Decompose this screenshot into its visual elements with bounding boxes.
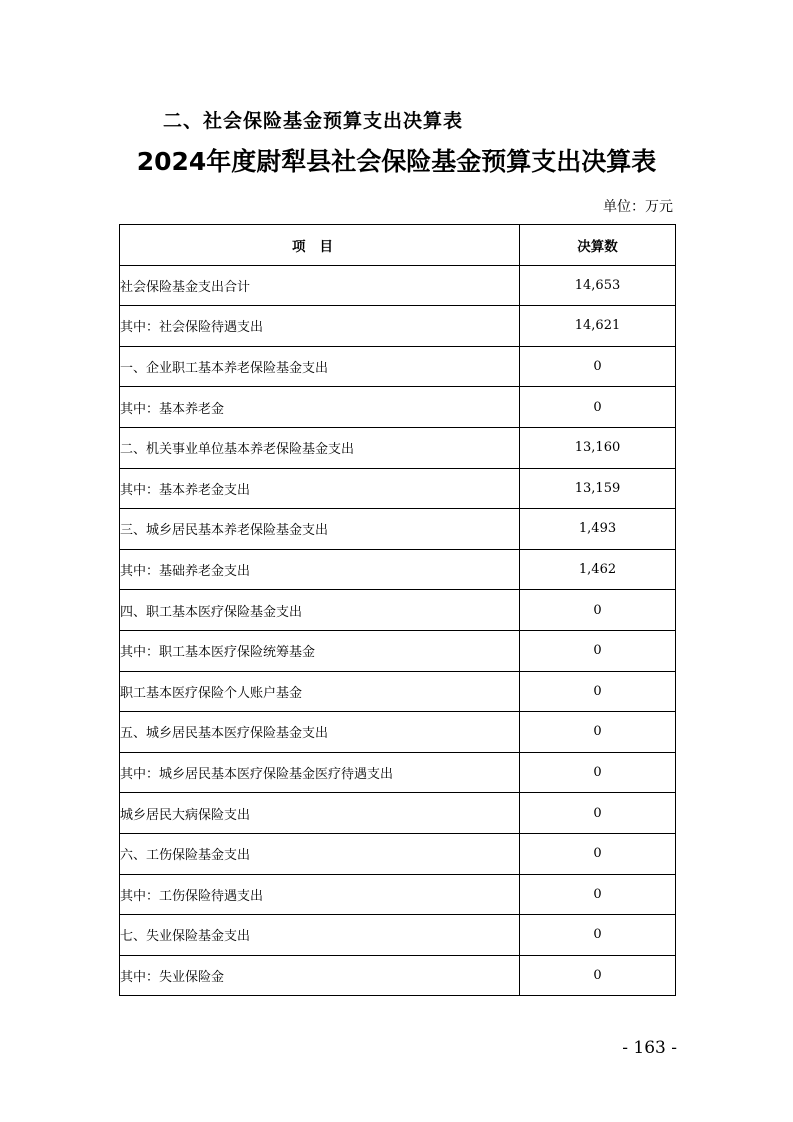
row-value: 0 [520,793,676,834]
row-label: 其中：失业保险金 [120,955,520,996]
table-row [120,793,676,834]
row-value: 0 [520,874,676,915]
table-row [120,346,676,387]
table-row [120,712,676,753]
row-value: 0 [520,590,676,631]
row-value: 0 [520,955,676,996]
page-number: - 163 - [622,1038,677,1058]
row-label: 六、工伤保险基金支出 [120,833,520,874]
table-row [120,468,676,509]
row-label: 社会保险基金支出合计 [120,265,520,306]
row-value: 0 [520,752,676,793]
row-label: 城乡居民大病保险支出 [120,793,520,834]
row-label: 其中：基本养老金支出 [120,468,520,509]
row-value: 0 [520,387,676,428]
table-row [120,306,676,347]
column-header-item: 项目 [120,225,520,266]
row-label: 四、职工基本医疗保险基金支出 [120,590,520,631]
row-value: 1,493 [520,509,676,550]
table-row [120,387,676,428]
table-header-row [120,225,676,266]
row-value: 14,653 [520,265,676,306]
row-label: 五、城乡居民基本医疗保险基金支出 [120,712,520,753]
row-label: 一、企业职工基本养老保险基金支出 [120,346,520,387]
row-label: 二、机关事业单位基本养老保险基金支出 [120,427,520,468]
table-row [120,630,676,671]
row-value: 0 [520,712,676,753]
table-row [120,915,676,956]
row-label: 七、失业保险基金支出 [120,915,520,956]
budget-table [119,224,676,996]
table-row [120,752,676,793]
row-label: 其中：城乡居民基本医疗保险基金医疗待遇支出 [120,752,520,793]
table-row [120,509,676,550]
row-value: 0 [520,630,676,671]
section-heading: 二、社会保险基金预算支出决算表 [163,110,464,132]
row-value: 14,621 [520,306,676,347]
row-value: 1,462 [520,549,676,590]
row-value: 13,160 [520,427,676,468]
column-header-value: 决算数 [520,225,676,266]
row-label: 三、城乡居民基本养老保险基金支出 [120,509,520,550]
table-row [120,590,676,631]
row-label: 其中：社会保险待遇支出 [120,306,520,347]
row-label: 其中：基础养老金支出 [120,549,520,590]
unit-label: 单位：万元 [603,199,673,215]
row-value: 13,159 [520,468,676,509]
row-value: 0 [520,833,676,874]
table-row [120,955,676,996]
table-row [120,549,676,590]
row-value: 0 [520,346,676,387]
table-row [120,671,676,712]
table-row [120,874,676,915]
table-row [120,427,676,468]
page-title: 2024年度尉犁县社会保险基金预算支出决算表 [136,147,657,176]
row-value: 0 [520,915,676,956]
row-label: 其中：基本养老金 [120,387,520,428]
row-label: 其中：职工基本医疗保险统筹基金 [120,630,520,671]
table-row [120,833,676,874]
row-label: 职工基本医疗保险个人账户基金 [120,671,520,712]
table-row-total [120,265,676,306]
row-value: 0 [520,671,676,712]
row-label: 其中：工伤保险待遇支出 [120,874,520,915]
